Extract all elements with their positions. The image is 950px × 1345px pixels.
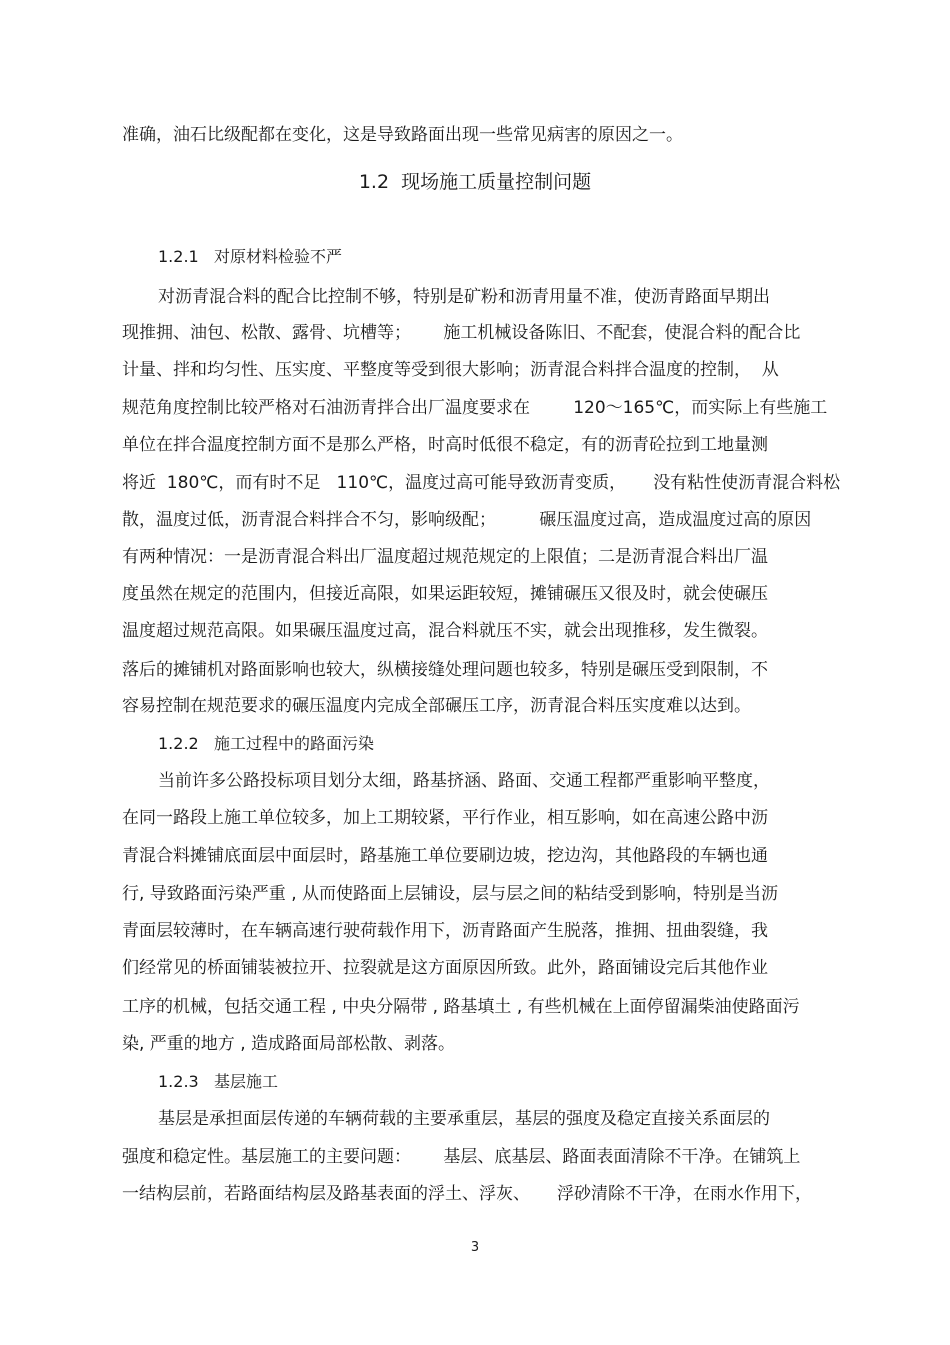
body-line: 们经常见的桥面铺装被拉开、拉裂就是这方面原因所致。此外，路面铺设完后其他作业 <box>122 958 768 978</box>
body-line: 青混合料摊铺底面层中面层时，路基施工单位要刷边坡，挖边沟，其他路段的车辆也通 <box>122 846 768 866</box>
body-line: 当前许多公路投标项目划分太细，路基挤涵、路面、交通工程都严重影响平整度， <box>158 771 770 791</box>
body-line: 青面层较薄时，在车辆高速行驶荷载作用下，沥青路面产生脱落，推拥、扭曲裂缝，我 <box>122 921 768 941</box>
page-number: 3 <box>470 1240 480 1255</box>
body-line: 工序的机械，包括交通工程 , 中央分隔带 , 路基填土 , 有些机械在上面停留漏柴油使路面污 <box>122 997 800 1017</box>
body-line: 基层是承担面层传递的车辆荷载的主要承重层，基层的强度及稳定直接关系面层的 <box>158 1109 770 1129</box>
body-line: 规范角度控制比较严格对石油沥青拌合出厂温度要求在 120～165℃，而实际上有些施工 <box>122 398 828 418</box>
body-line: 散，温度过低，沥青混合料拌合不匀，影响级配； 碾压温度过高，造成温度过高的原因 <box>122 510 812 530</box>
body-line: 染, 严重的地方 , 造成路面局部松散、剥落。 <box>122 1034 456 1054</box>
body-line: 在同一路段上施工单位较多，加上工期较紧，平行作业，相互影响，如在高速公路中沥 <box>122 808 768 828</box>
body-line: 容易控制在规范要求的碾压温度内完成全部碾压工序，沥青混合料压实度难以达到。 <box>122 696 751 716</box>
body-line: 行, 导致路面污染严重 , 从而使路面上层铺设，层与层之间的粘结受到影响，特别是当沥 <box>122 884 779 904</box>
body-line: 现推拥、油包、松散、露骨、坑槽等； 施工机械设备陈旧、不配套，使混合料的配合比 <box>122 323 801 343</box>
body-line: 计量、拌和均匀性、压实度、平整度等受到很大影响；沥青混合料拌合温度的控制， 从 <box>122 360 779 380</box>
body-line: 单位在拌合温度控制方面不是那么严格，时高时低很不稳定，有的沥青砼拉到工地量测 <box>122 435 768 455</box>
subsection-heading: 1.2.3 基层施工 <box>158 1072 278 1091</box>
body-line: 温度超过规范高限。如果碾压温度过高，混合料就压不实，就会出现推移，发生微裂。 <box>122 621 768 641</box>
subsection-heading: 1.2.1 对原材料检验不严 <box>158 247 342 266</box>
body-line: 准确，油石比级配都在变化，这是导致路面出现一些常见病害的原因之一。 <box>122 125 683 145</box>
body-line: 度虽然在规定的范围内，但接近高限，如果运距较短，摊铺碾压又很及时，就会使碾压 <box>122 584 768 604</box>
body-line: 对沥青混合料的配合比控制不够，特别是矿粉和沥青用量不准，使沥青路面早期出 <box>158 287 770 307</box>
body-line: 一结构层前，若路面结构层及路基表面的浮土、浮灰、 浮砂清除不干净，在雨水作用下， <box>122 1184 813 1204</box>
body-line: 有两种情况：一是沥青混合料出厂温度超过规范规定的上限值；二是沥青混合料出厂温 <box>122 547 768 567</box>
body-line: 落后的摊铺机对路面影响也较大，纵横接缝处理问题也较多，特别是碾压受到限制，不 <box>122 660 768 680</box>
body-line: 强度和稳定性。基层施工的主要问题： 基层、底基层、路面表面清除不干净。在铺筑上 <box>122 1147 801 1167</box>
section-heading: 1.2 现场施工质量控制问题 <box>358 171 592 193</box>
subsection-heading: 1.2.2 施工过程中的路面污染 <box>158 734 374 753</box>
body-line: 将近 180℃，而有时不足 110℃，温度过高可能导致沥青变质， 没有粘性使沥青混合料松 <box>122 473 841 493</box>
